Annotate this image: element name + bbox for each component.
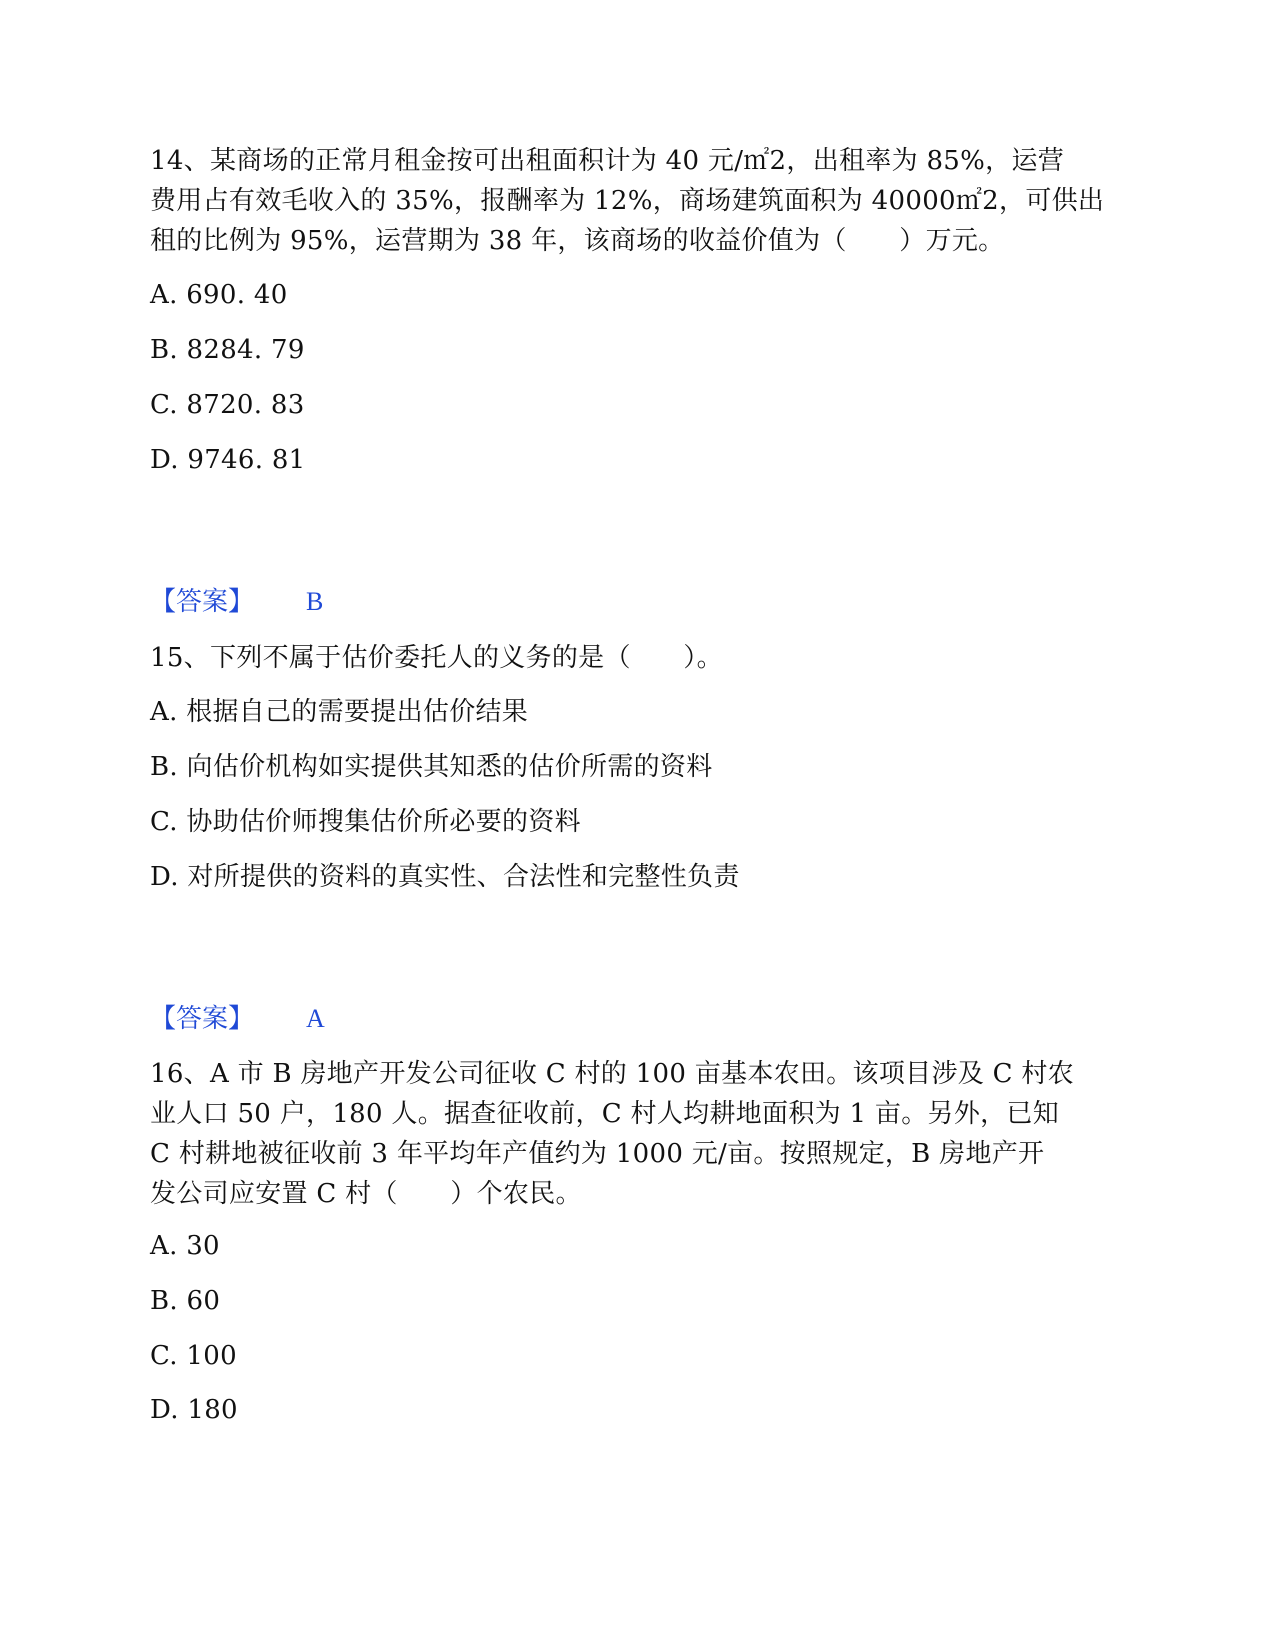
answer-value: B (306, 587, 324, 616)
question-16-option-c: C. 100 (150, 1341, 237, 1371)
question-16-option-a: A. 30 (150, 1231, 220, 1261)
question-14-option-a: A. 690. 40 (150, 280, 288, 310)
question-16-stem-line-1: 16、A 市 B 房地产开发公司征收 C 村的 100 亩基本农田。该项目涉及 C 村农 (150, 1059, 1074, 1089)
answer-label: 【答案】 (150, 587, 255, 617)
question-15-option-d: D. 对所提供的资料的真实性、合法性和完整性负责 (150, 862, 740, 892)
question-15-answer (150, 999, 325, 1039)
question-14-stem-line-3: 租的比例为 95%，运营期为 38 年，该商场的收益价值为（ ）万元。 (150, 226, 1005, 256)
question-15-option-b: B. 向估价机构如实提供其知悉的估价所需的资料 (150, 752, 713, 782)
question-16-stem-line-2: 业人口 50 户，180 人。据查征收前，C 村人均耕地面积为 1 亩。另外，已知 (150, 1099, 1060, 1129)
question-15-stem-line-1: 15、下列不属于估价委托人的义务的是（ ）。 (150, 643, 723, 673)
question-14-option-b: B. 8284. 79 (150, 335, 305, 365)
answer-value: A (306, 1004, 325, 1033)
question-16-stem-line-4: 发公司应安置 C 村（ ）个农民。 (150, 1179, 582, 1209)
question-14-answer (150, 582, 323, 622)
question-15-option-c: C. 协助估价师搜集估价所必要的资料 (150, 807, 581, 837)
answer-label: 【答案】 (150, 1004, 255, 1034)
question-15-option-a: A. 根据自己的需要提出估价结果 (150, 697, 529, 727)
question-14-option-c: C. 8720. 83 (150, 390, 305, 420)
question-16-option-b: B. 60 (150, 1286, 221, 1316)
question-16-option-d: D. 180 (150, 1395, 238, 1425)
question-14-option-d: D. 9746. 81 (150, 445, 306, 475)
question-14-stem-line-1: 14、某商场的正常月租金按可出租面积计为 40 元/㎡2，出租率为 85%，运营 (150, 146, 1065, 176)
question-14-stem-line-2: 费用占有效毛收入的 35%，报酬率为 12%，商场建筑面积为 40000㎡2，可供出 (150, 186, 1105, 216)
question-16-stem-line-3: C 村耕地被征收前 3 年平均年产值约为 1000 元/亩。按照规定，B 房地产开 (150, 1139, 1045, 1169)
